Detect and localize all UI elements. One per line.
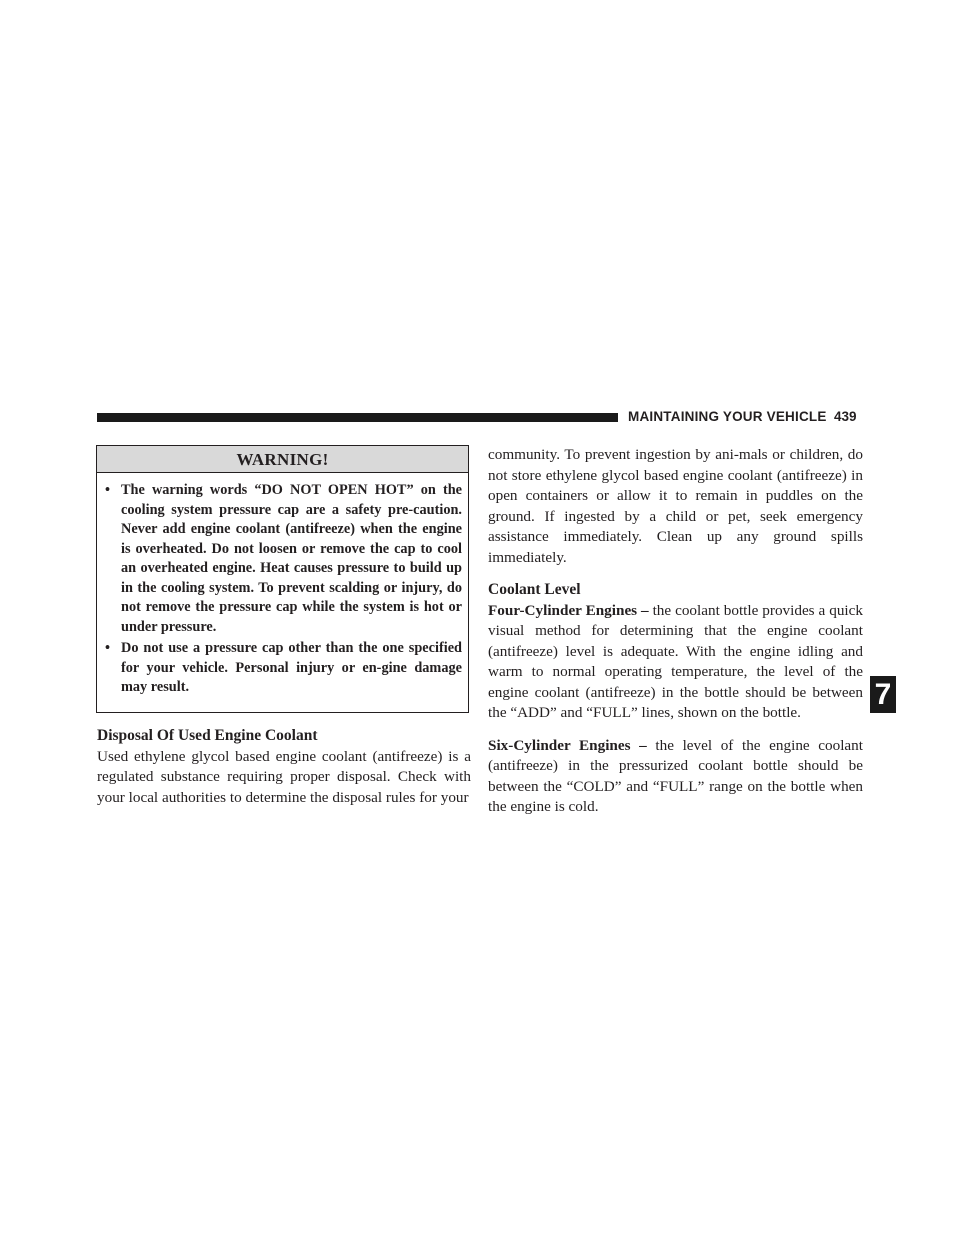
warning-item [103, 481, 462, 637]
four-cylinder-label: Four-Cylinder Engines – [488, 601, 649, 619]
right-column-text [488, 445, 863, 830]
disposal-heading: Disposal Of Used Engine Coolant [97, 727, 318, 744]
bullet-icon: • [105, 482, 111, 498]
six-cylinder-paragraph [488, 736, 863, 818]
warning-box [96, 445, 469, 713]
four-cylinder-paragraph [488, 601, 863, 724]
six-cylinder-label: Six-Cylinder Engines – [488, 736, 647, 754]
warning-list [97, 473, 468, 698]
section-title: MAINTAINING YOUR VEHICLE [628, 409, 827, 424]
warning-item-text: Do not use a pressure cap other than the one specified for your vehicle. Personal injury or en-gine damage may result. [121, 640, 462, 695]
warning-item [103, 639, 462, 698]
chapter-tab: 7 [870, 676, 896, 713]
left-column-text [97, 726, 471, 820]
disposal-body: Used ethylene glycol based engine coolant (antifreeze) is a regulated substance requiring proper disposal. Check with your local authorities to determine the disposal rules for your [97, 747, 471, 806]
bullet-icon: • [105, 640, 111, 656]
warning-title: WARNING! [97, 446, 468, 473]
four-cylinder-text: the coolant bottle provides a quick visual method for determining that the engine coolant (antifreeze) level is adequate. With the engine idling and warm to normal operating temperature, the level of the engine coolant (antifreeze) in the bottle should be between the “ADD” and “FULL” lines, shown on the bottle. [488, 601, 863, 721]
coolant-level-heading: Coolant Level [488, 581, 581, 598]
header-rule [97, 413, 618, 422]
disposal-body-continued: community. To prevent ingestion by ani-mals or children, do not store ethylene glycol based engine coolant (antifreeze) in open containers or allow it to remain in puddles on the ground. If ingested by a child or pet, seek emergency assistance immediately. Clean up any ground spills immediately. [488, 446, 863, 566]
warning-item-text: The warning words “DO NOT OPEN HOT” on the cooling system pressure cap are a safety pre-caution. Never add engine coolant (antifreeze) when the engine is overheated. Do not loosen or remove the cap to cool an overheated engine. Heat causes pressure to build up in the cooling system. To prevent scalding or injury, do not remove the pressure cap while the system is hot or under pressure. [121, 482, 462, 635]
six-cylinder-text: the level of the engine coolant (antifreeze) in the pressurized coolant bottle should be between the “COLD” and “FULL” range on the bottle when the engine is cold. [488, 736, 863, 815]
page-number: 439 [834, 409, 857, 424]
